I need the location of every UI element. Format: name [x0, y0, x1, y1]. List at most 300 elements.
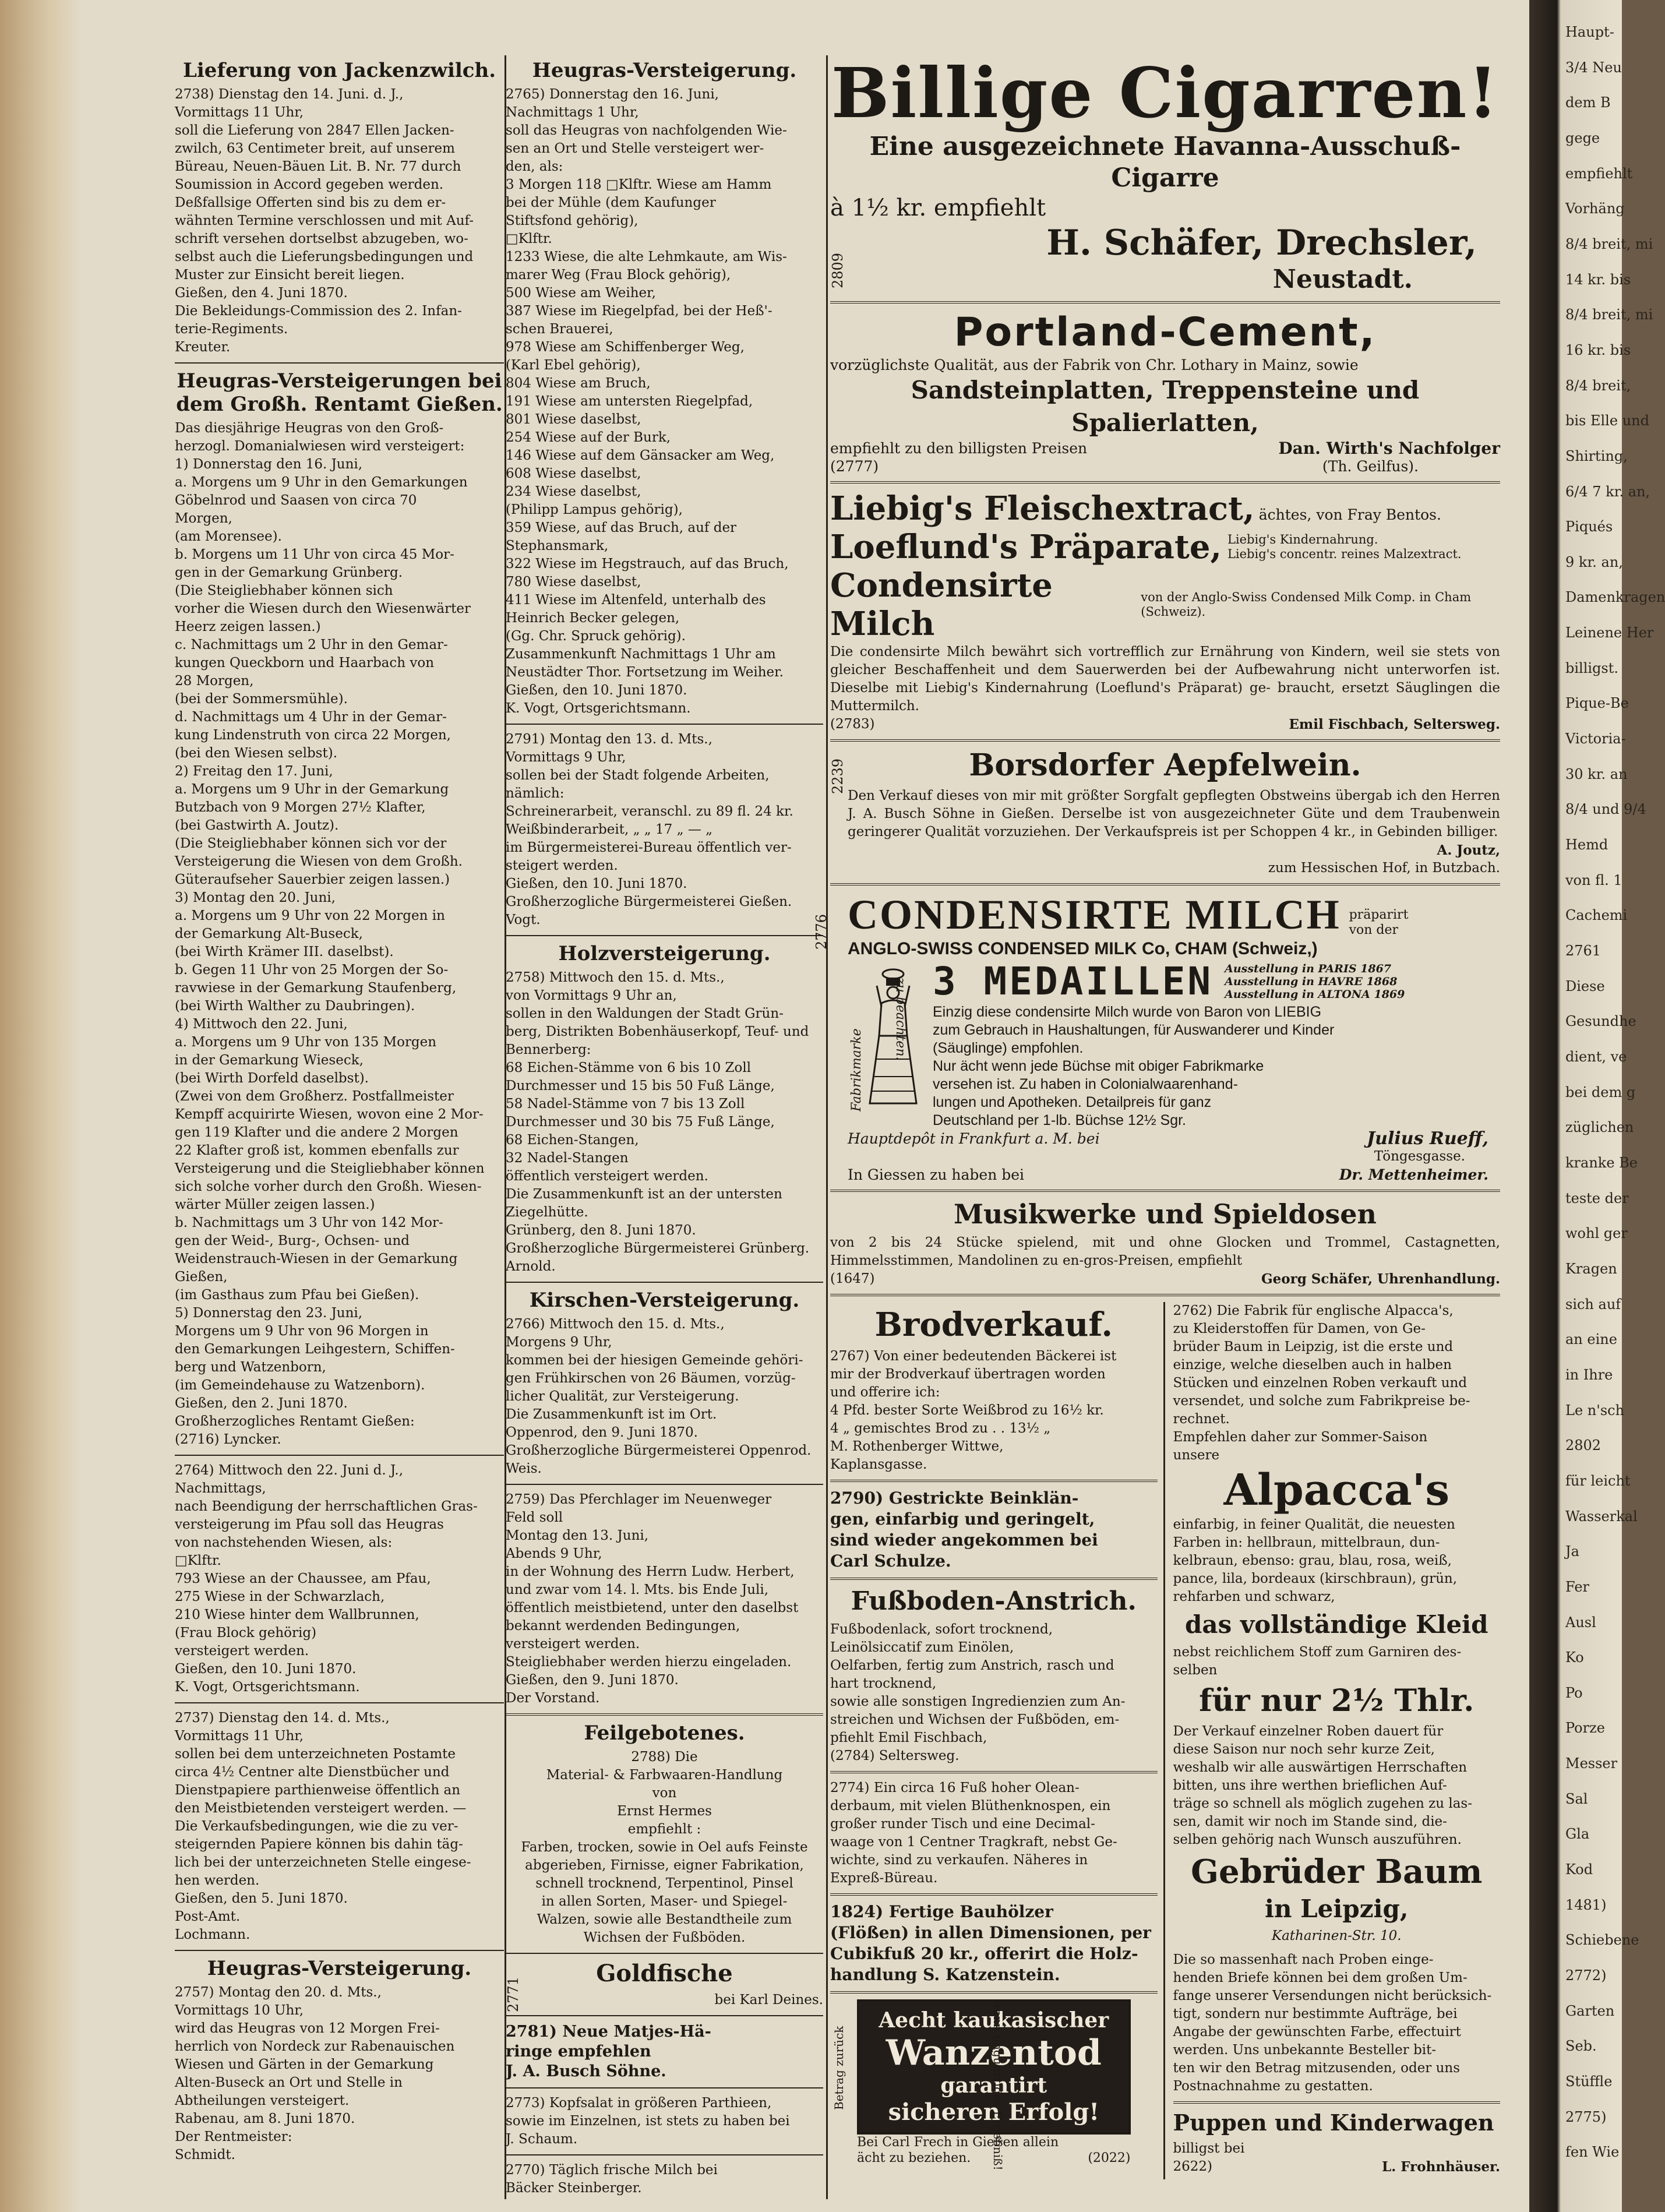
text-line: (bei Wirth Krämer III. daselbst). — [175, 944, 394, 959]
cigarren-title: Billige Cigarren! — [831, 52, 1500, 133]
cement-line: vorzüglichste Qualität, aus der Fabrik von Chr. Lothary in Mainz, sowie — [830, 357, 1359, 373]
fussboden-title: Fußboden-Anstrich. — [851, 1586, 1137, 1616]
text-line: soll das Heugras von nachfolgenden Wie- — [506, 123, 787, 138]
strip-fragment: Gla — [1565, 1826, 1590, 1843]
text-line: gen Frühkirschen von 26 Bäumen, vorzüg- — [506, 1371, 796, 1386]
ad-text — [1173, 1951, 1501, 2095]
text-line: (Philipp Lampus gehörig), — [506, 502, 683, 517]
text-line: (Flößen) in allen Dimensionen, per — [830, 1923, 1151, 1942]
divider — [175, 1702, 504, 1703]
text-line: versteigert werden. — [175, 1643, 309, 1659]
wanzen-foot: ächt zu beziehen. — [857, 2151, 971, 2165]
text-line: (Zwei von dem Großherz. Postfallmeister — [175, 1089, 454, 1104]
strip-fragment: Ausl — [1565, 1614, 1596, 1631]
text-line: ringe empfehlen — [506, 2042, 651, 2061]
text-line: 608 Wiese daselbst, — [506, 466, 641, 481]
heading: Kirschen-Versteigerung. — [529, 1289, 800, 1312]
cigarren-place: Neustadt. — [1272, 264, 1413, 294]
text-line: Gießen, den 10. Juni 1870. — [175, 1661, 357, 1677]
text-line: ravwiese in der Gemarkung Staufenberg, — [175, 980, 457, 996]
ad-arbeiten — [506, 731, 823, 929]
ad-beinklaengen — [830, 1488, 1158, 1572]
alpacca-kleid: das vollständige Kleid — [1184, 1610, 1488, 1639]
strip-fragment: dem B — [1565, 94, 1611, 111]
strip-fragment: Pique-Be — [1565, 695, 1629, 712]
strip-fragment: 8/4 breit, mi — [1565, 235, 1653, 252]
apfelwein-sign: A. Joutz, — [1437, 842, 1500, 858]
heading: Goldfische — [596, 1960, 733, 1987]
text-line: 191 Wiese am untersten Riegelpfad, — [506, 394, 753, 409]
divider — [830, 301, 1500, 304]
ad-milch — [506, 2161, 823, 2197]
strip-fragment: Seb. — [1565, 2038, 1597, 2055]
text-line: 2765) Donnerstag den 16. Juni, — [506, 87, 719, 102]
text-line: (Frau Block gehörig) — [175, 1625, 317, 1641]
text-line: Grünberg, den 8. Juni 1870. — [506, 1223, 696, 1238]
text-line: J. A. Busch Söhne. — [506, 2062, 666, 2080]
text-line: (Gg. Chr. Spruck gehörig). — [506, 629, 686, 644]
alpacca-kleid-sub: selben — [1173, 1663, 1218, 1678]
ad-number: (2777) — [830, 458, 879, 475]
alpacca-price: für nur 2½ Thlr. — [1199, 1683, 1474, 1719]
strip-fragment: fen Wie — [1565, 2144, 1620, 2161]
text-line: a. Morgens um 9 Uhr von 135 Morgen — [175, 1035, 437, 1050]
text-line: Butzbach von 9 Morgen 27½ Klafter, — [175, 800, 426, 815]
liebig-product: Liebig's concentr. reines Malzextract. — [1227, 547, 1462, 561]
strip-fragment: Ja — [1565, 1543, 1579, 1560]
text-line: 2738) Dienstag den 14. Juni. d. J., — [175, 87, 404, 102]
text-line: Steigliebhaber werden hierzu eingeladen. — [506, 1654, 792, 1670]
text-line: Weis. — [506, 1461, 542, 1476]
text-line: (am Morensee). — [175, 529, 282, 544]
text-line: von — [652, 1786, 677, 1801]
text-line: ten wir den Betrag mitzusenden, oder uns — [1173, 2061, 1461, 2076]
ad-heugras-rabenau — [175, 1957, 504, 2164]
text-line: 32 Nadel-Stangen — [506, 1151, 629, 1166]
ad-condensirte-milch — [813, 891, 1500, 1184]
ad-oleander — [830, 1779, 1158, 1888]
divider — [506, 2154, 823, 2155]
text-line: rechnet. — [1173, 1412, 1230, 1427]
text-line: nämlich: — [506, 786, 565, 801]
strip-fragment: 8/4 breit, mi — [1565, 306, 1653, 323]
milch-text: versehen ist. Zu haben in Colonialwaarenhand- — [933, 1076, 1238, 1092]
text-line: Kempff acquirirte Wiesen, wovon eine 2 Mor- — [175, 1107, 484, 1122]
ad-wanzentod — [830, 1999, 1158, 2171]
text-line: Nachmittags 1 Uhr, — [506, 105, 639, 120]
musik-text: von 2 bis 24 Stücke spielend, mit und ohne Glocken und Trommel, Castagnetten, Himmelsstimmen, Mandolinen zu en-gros-Preisen, empfiehlt — [830, 1235, 1500, 1268]
text-line: berg, Distrikten Bobenhäuserkopf, Teuf- und — [506, 1024, 809, 1039]
text-line: öffentlich meistbietend, unter den daselbst — [506, 1600, 799, 1615]
text-line: weshalb wir alle auswärtigen Herrschaften — [1173, 1760, 1468, 1775]
text-line: 2770) Täglich frische Milch bei — [506, 2162, 718, 2178]
text-line: Ernst Hermes — [617, 1804, 712, 1819]
text-line: (im Gemeindehause zu Watzenborn). — [175, 1378, 425, 1393]
ad-heugras-pfau — [175, 1462, 504, 1696]
divider — [506, 2087, 823, 2088]
text-line: Abends 9 Uhr, — [506, 1546, 602, 1561]
ad-number: (2022) — [1088, 2151, 1131, 2165]
heading: Heugras-Versteigerungen bei dem Großh. Rentamt Gießen. — [176, 369, 503, 416]
strip-fragment: 9 kr. an, — [1565, 553, 1623, 570]
text-line: Die Bekleidungs-Commission des 2. Infan- — [175, 304, 462, 319]
text-line: Soumission in Accord gegeben werden. — [175, 177, 444, 192]
puppen-text: billigst bei — [1173, 2141, 1245, 2156]
ad-holzversteigerung — [506, 942, 823, 1276]
ad-text — [506, 731, 823, 929]
strip-fragment: Haupt- — [1565, 24, 1614, 40]
lower-left — [830, 1302, 1165, 2179]
text-line: K. Vogt, Ortsgerichtsmann. — [506, 701, 691, 716]
text-line: versendet, und solche zum Fabrikpreise be- — [1173, 1393, 1470, 1409]
text-line: schnell trocknend, Terpentinol, Pinsel — [535, 1876, 793, 1891]
text-line: tigt, sondern nur bestimmte Aufträge, bei — [1173, 2006, 1458, 2022]
text-line: träge so schnell als möglich zugehen zu las- — [1173, 1796, 1472, 1811]
text-line: in der Wohnung des Herrn Ludw. Herbert, — [506, 1564, 795, 1579]
strip-fragment: 8/4 breit, — [1565, 377, 1631, 394]
ad-text — [175, 1462, 504, 1696]
strip-fragment: an eine — [1565, 1331, 1617, 1348]
text-line: sowie alle sonstigen Ingredienzien zum An- — [830, 1694, 1126, 1709]
text-line: Gießen, den 2. Juni 1870. — [175, 1396, 348, 1411]
text-line: 2791) Montag den 13. d. Mts., — [506, 732, 712, 747]
text-line: Arnold. — [506, 1259, 556, 1274]
divider — [506, 724, 823, 725]
text-line: Weidenstrauch-Wiesen in der Gemarkung — [175, 1251, 458, 1266]
text-line: Gießen, — [175, 1269, 228, 1285]
text-line: Abtheilungen versteigert. — [175, 2093, 350, 2108]
strip-fragment: Sal — [1565, 1790, 1588, 1807]
text-line: versteigert werden. — [506, 1636, 640, 1652]
text-line: 4 Pfd. bester Sorte Weißbrod zu 16½ kr. — [830, 1403, 1104, 1418]
apfelwein-text: Den Verkauf dieses von mir mit größter Sorgfalt gepflegten Obstweins übergab ich den Herren J. A. Busch Söhne in Gießen. Derselbe ist von ausgezeichneter Güte und dem Traubenwein geringerer Qualität vorzuziehen. Der Verkaufspreis ist per Schoppen 4 kr., in Gebinden billiger. — [848, 788, 1500, 839]
ad-text — [830, 1488, 1158, 1572]
text-line: Morgens 9 Uhr, — [506, 1335, 612, 1350]
text-line: licher Qualität, zur Versteigerung. — [506, 1389, 739, 1404]
text-line: sollen bei dem unterzeichneten Postamte — [175, 1747, 456, 1762]
liebig-product: Liebig's Kindernahrung. — [1227, 532, 1378, 546]
text-line: sollen bei der Stadt folgende Arbeiten, — [506, 768, 770, 783]
text-line: Montag den 13. Juni, — [506, 1528, 649, 1543]
milch-depot: Hauptdepôt in Frankfurt a. M. bei — [848, 1130, 1100, 1147]
text-line: Empfehlen daher zur Sommer-Saison — [1173, 1430, 1428, 1445]
strip-fragment: 3/4 Neu — [1565, 59, 1622, 76]
ad-portland-cement — [830, 309, 1500, 475]
divider — [830, 739, 1500, 742]
strip-fragment: Schiebene — [1565, 1932, 1639, 1949]
text-line: Zusammenkunft Nachmittags 1 Uhr am — [506, 647, 776, 662]
strip-fragment: von fl. 1 — [1565, 872, 1622, 888]
text-line: Nachmittags, — [175, 1481, 266, 1496]
text-line: M. Rothenberger Wittwe, — [830, 1439, 1004, 1454]
alpacca-city: in Leipzig, — [1265, 1895, 1409, 1923]
text-line: Die so massenhaft nach Proben einge- — [1173, 1952, 1434, 1967]
text-line: herrlich von Nordeck zur Rabenauischen — [175, 2039, 455, 2054]
ad-text — [506, 2094, 823, 2149]
text-line: Gießen, den 9. Juni 1870. — [506, 1673, 679, 1688]
text-line: einfarbig, in feiner Qualität, die neuesten — [1173, 1517, 1455, 1532]
divider — [506, 935, 823, 936]
ad-number: 2622) — [1173, 2159, 1213, 2174]
text-line: den Gemarkungen Leihgestern, Schiffen- — [175, 1342, 455, 1357]
text-line: (bei Gastwirth A. Joutz). — [175, 818, 339, 833]
text-line: 2774) Ein circa 16 Fuß hoher Olean- — [830, 1780, 1080, 1795]
strip-fragment: Vorhäng — [1565, 200, 1625, 217]
wanzen-foot: Bei Carl Frech in Gießen allein — [857, 2135, 1059, 2150]
musik-sign: Georg Schäfer, Uhrenhandlung. — [1261, 1271, 1500, 1287]
ad-text — [1173, 1516, 1501, 1606]
text-line: Leinölsiccatif zum Einölen, — [830, 1640, 1014, 1655]
divider — [830, 883, 1500, 885]
milch-text: lungen und Apotheken. Detailpreis für ganz — [933, 1094, 1212, 1110]
text-line: Schmidt. — [175, 2147, 235, 2162]
strip-fragment: 2772) — [1565, 1967, 1607, 1984]
text-line: Gießen, den 10. Juni 1870. — [506, 876, 687, 891]
divider — [830, 481, 1500, 484]
text-line: 5) Donnerstag den 23. Juni, — [175, 1306, 363, 1321]
divider — [830, 1190, 1500, 1192]
text-line: 804 Wiese am Bruch, — [506, 376, 651, 391]
strip-fragment: bis Elle und — [1565, 412, 1649, 429]
text-line: gen, einfarbig und geringelt, — [830, 1509, 1095, 1529]
ad-text — [1173, 1723, 1501, 1849]
text-line: Angabe der gewünschten Farbe, effectuirt — [1173, 2024, 1461, 2040]
heading: Holzversteigerung. — [558, 942, 771, 965]
text-line: wird das Heugras von 12 Morgen Frei- — [175, 2021, 440, 2036]
text-line: den, als: — [506, 159, 563, 174]
ad-number: 2771 — [505, 1976, 521, 2012]
divider — [506, 1953, 823, 1954]
text-line: 234 Wiese daselbst, — [506, 484, 641, 499]
text-line: von nachstehenden Wiesen, als: — [175, 1535, 393, 1550]
text-line: 411 Wiese im Altenfeld, unterhalb des — [506, 592, 766, 608]
strip-fragment: dient, ve — [1565, 1049, 1627, 1066]
page-gutter — [0, 0, 82, 2212]
text-line: Durchmesser und 30 bis 75 Fuß Länge, — [506, 1114, 775, 1130]
strip-fragment: 14 kr. bis — [1565, 271, 1631, 288]
text-line: sind wieder angekommen bei — [830, 1530, 1098, 1550]
alpacca-street: Katharinen-Str. 10. — [1271, 1928, 1402, 1943]
text-line: marer Weg (Frau Block gehörig), — [506, 267, 731, 283]
strip-fragment: Garten — [1565, 2002, 1615, 2019]
text-line: 2758) Mittwoch den 15. d. Mts., — [506, 970, 725, 985]
ad-postamt — [175, 1709, 504, 1944]
text-line: Großherzogliche Bürgermeisterei Grünberg. — [506, 1241, 810, 1256]
text-line: 146 Wiese auf dem Gänsacker am Weg, — [506, 448, 775, 463]
text-line: Morgens um 9 Uhr von 96 Morgen in — [175, 1324, 429, 1339]
text-line: Wiesen und Gärten in der Gemarkung — [175, 2057, 434, 2072]
cigarren-name: H. Schäfer, Drechsler, — [1046, 223, 1477, 263]
text-line: vorher die Wiesen durch den Wiesenwärter — [175, 601, 471, 616]
text-line: 28 Morgen, — [175, 673, 254, 689]
text-line: gen der Weid-, Burg-, Ochsen- und — [175, 1233, 410, 1248]
text-line: empfiehlt : — [627, 1822, 701, 1837]
ad-brodverkauf — [830, 1306, 1158, 1474]
text-line: Vormittags 11 Uhr, — [175, 105, 304, 120]
text-line: Fußbodenlack, sofort trocknend, — [830, 1622, 1053, 1637]
text-line: Die Zusammenkunft ist im Ort. — [506, 1407, 717, 1422]
strip-fragment: Gesundhe — [1565, 1013, 1636, 1030]
strip-fragment: gege — [1565, 129, 1600, 146]
text-line: bekannt werdenden Bedingungen, — [506, 1618, 740, 1634]
text-line: 68 Eichen-Stämme von 6 bis 10 Zoll — [506, 1060, 752, 1075]
text-line: Material- & Farbwaaren-Handlung — [546, 1768, 783, 1783]
milch-text: zum Gebrauch in Haushaltungen, für Auswanderer und Kinder — [933, 1022, 1335, 1038]
puppen-sign: L. Frohnhäuser. — [1382, 2159, 1500, 2175]
text-line: den Meistbietenden versteigert werden. — — [175, 1801, 467, 1816]
text-line: Gießen, den 10. Juni 1870. — [506, 683, 687, 698]
strip-fragment: in Ihre — [1565, 1366, 1613, 1383]
text-line: 793 Wiese an der Chaussee, am Pfau, — [175, 1571, 431, 1586]
text-line: von Vormittags 9 Uhr an, — [506, 988, 677, 1003]
text-line: Lochmann. — [175, 1927, 251, 1942]
text-line: Gießen, den 4. Juni 1870. — [175, 285, 348, 301]
text-line: 2790) Gestrickte Beinklän- — [830, 1488, 1079, 1508]
text-line: wichte, sind zu verkaufen. Näheres in — [830, 1853, 1088, 1868]
text-line: Das diesjährige Heugras von den Groß- — [175, 421, 444, 436]
text-line: kelbraun, ebenso: grau, blau, rosa, weiß, — [1173, 1553, 1452, 1568]
ad-text — [506, 1748, 823, 1947]
text-line: 2757) Montag den 20. d. Mts., — [175, 1985, 382, 2000]
text-line: 2781) Neue Matjes-Hä- — [506, 2023, 711, 2041]
text-line: Stiftsfond gehörig), — [506, 213, 639, 228]
text-line: (2716) Lyncker. — [175, 1432, 281, 1447]
adjacent-page-strip — [1529, 0, 1665, 2212]
text-line: Der Vorstand. — [506, 1691, 600, 1706]
strip-fragment: billigst. — [1565, 659, 1619, 676]
text-line: streichen und Wichsen der Fußböden, em- — [830, 1712, 1120, 1727]
text-line: Versteigerung und die Steigliebhaber können — [175, 1161, 485, 1176]
ad-jackenzwilch — [175, 59, 504, 357]
text-line: b. Nachmittags um 3 Uhr von 142 Mor- — [175, 1215, 443, 1230]
alpacca-title: Alpacca's — [1223, 1465, 1450, 1515]
text-line: 2788) Die — [631, 1749, 698, 1765]
text-line: circa 4½ Centner alte Dienstbücher und — [175, 1765, 450, 1780]
strip-fragment: 2802 — [1565, 1437, 1601, 1454]
strip-fragment: Piqués — [1565, 518, 1613, 535]
strip-fragment: sich auf — [1565, 1296, 1621, 1313]
ad-liebig — [830, 489, 1500, 733]
milch-text: Deutschland per 1-lb. Büchse 12½ Sgr. — [933, 1112, 1186, 1128]
ad-kirschen — [506, 1289, 823, 1478]
strip-fragment: 1481) — [1565, 1896, 1607, 1913]
text-line: 1) Donnerstag den 16. Juni, — [175, 457, 363, 472]
text-line: selben gehörig nach Wunsch auszuführen. — [1173, 1832, 1462, 1847]
strip-fragment: 2761 — [1565, 943, 1601, 959]
text-line: steigernden Papiere können bis dahin täg- — [175, 1837, 463, 1852]
text-line: Feld soll — [506, 1510, 563, 1525]
text-line: im Bürgermeisterei-Bureau öffentlich ver- — [506, 840, 792, 855]
lower-columns — [830, 1302, 1500, 2179]
exhibition: Ausstellung in ALTONA 1869 — [1225, 988, 1405, 1001]
column-rule — [826, 55, 828, 2199]
text-line: in allen Sorten, Maser- und Spiegel- — [541, 1894, 788, 1909]
text-line: 22 Klafter groß ist, kommen ebenfalls zur — [175, 1143, 459, 1158]
ad-heugras-16-juni — [506, 59, 823, 718]
text-line: handlung S. Katzenstein. — [830, 1965, 1060, 1984]
wanzen-line: Aecht kaukasischer — [879, 2008, 1109, 2033]
milch-text: Nur ächt wenn jede Büchse mit obiger Fabrikmarke — [933, 1058, 1264, 1074]
apfelwein-title: Borsdorfer Aepfelwein. — [969, 747, 1361, 783]
text-line: (im Gasthaus zum Pfau bei Gießen). — [175, 1287, 419, 1303]
ad-text — [506, 1491, 823, 1707]
text-line: 387 Wiese im Riegelpfad, bei der Heß'- — [506, 304, 772, 319]
divider — [506, 1484, 823, 1485]
text-line: b. Morgens um 11 Uhr von circa 45 Mor- — [175, 547, 454, 562]
text-line: werden. Uns unbekannte Besteller bit- — [1173, 2042, 1437, 2058]
text-line: 4 „ gemischtes Brod zu . . 13½ „ — [830, 1421, 1051, 1436]
text-line: versteigerung im Pfau soll das Heugras — [175, 1517, 444, 1532]
text-line: c. Nachmittags um 2 Uhr in den Gemar- — [175, 637, 448, 652]
text-line: b. Gegen 11 Uhr von 25 Morgen der So- — [175, 962, 449, 978]
text-line: Deßfallsige Offerten sind bis zu dem er- — [175, 195, 446, 210]
milch-headline: CONDENSIRTE MILCH — [848, 891, 1341, 938]
cement-text: empfiehlt zu den billigsten Preisen — [830, 440, 1088, 457]
text-line: Großherzogliche Bürgermeisterei Oppenrod. — [506, 1443, 812, 1458]
strip-fragment: Diese — [1565, 978, 1605, 994]
divider — [175, 1455, 504, 1456]
ad-hermes — [506, 1721, 823, 1947]
exhibition: Ausstellung in HAVRE 1868 — [1225, 975, 1398, 988]
heading: Heugras-Versteigerung. — [532, 59, 797, 82]
divider — [830, 1578, 1158, 1580]
text-line: sowie im Einzelnen, ist stets zu haben bei — [506, 2114, 790, 2129]
text-line: Bäcker Steinberger. — [506, 2181, 642, 2196]
text-line: kung Lindenstruth von circa 22 Morgen, — [175, 728, 451, 743]
trademark-note: zu beachten. — [893, 978, 908, 1061]
text-line: (Die Steigliebhaber können sich — [175, 583, 393, 598]
ad-text — [506, 2022, 823, 2082]
text-line: Güteraufseher Sauerbier zeigen lassen.) — [175, 872, 450, 887]
ad-text — [506, 86, 823, 718]
text-line: 2737) Dienstag den 14. d. Mts., — [175, 1710, 390, 1726]
strip-fragment: Kod — [1565, 1861, 1593, 1878]
text-line: 2) Freitag den 17. Juni, — [175, 764, 333, 779]
text-line: der Gemarkung Alt-Buseck, — [175, 926, 363, 941]
text-line: Schreinerarbeit, veranschl. zu 89 fl. 24 kr. — [506, 804, 793, 819]
text-line: 1233 Wiese, die alte Lehmkaute, am Wis- — [506, 249, 787, 264]
ad-bauhoelzer — [830, 1901, 1158, 1985]
alpacca-firm: Gebrüder Baum — [1191, 1853, 1483, 1891]
text-line: Weißbinderarbeit, „ „ 17 „ — „ — [506, 822, 713, 837]
text-line: einzige, welche dieselben auch in halben — [1173, 1357, 1452, 1373]
text-line: a. Morgens um 9 Uhr von 22 Morgen in — [175, 908, 445, 923]
cement-firm: Dan. Wirth's Nachfolger — [1278, 439, 1500, 458]
text-line: bei der Mühle (dem Kaufunger — [506, 195, 716, 210]
text-line: fange unserer Versendungen nicht berücksich- — [1173, 1988, 1492, 2003]
strip-fragment: Kragen — [1565, 1260, 1617, 1277]
text-line: 322 Wiese im Hegstrauch, auf das Bruch, — [506, 556, 789, 571]
text-line: zu Kleiderstoffen für Damen, von Ge- — [1173, 1321, 1426, 1336]
text-line: 58 Nadel-Stämme von 7 bis 13 Zoll — [506, 1096, 745, 1112]
text-line: (bei Wirth Walther zu Daubringen). — [175, 999, 415, 1014]
text-line: a. Morgens um 9 Uhr in der Gemarkung — [175, 782, 449, 797]
text-line: Gießen, den 5. Juni 1870. — [175, 1891, 348, 1906]
milch-praep: präparirt von der — [1349, 908, 1409, 937]
ad-pferchlager — [506, 1491, 823, 1707]
text-line: 2773) Kopfsalat in größeren Parthieen, — [506, 2095, 772, 2111]
text-line: gen in der Gemarkung Grünberg. — [175, 565, 403, 580]
strip-fragment: 2775) — [1565, 2108, 1607, 2125]
text-line: sen, damit wir noch im Stande sind, die- — [1173, 1814, 1447, 1829]
text-line: (bei der Sommersmühle). — [175, 692, 348, 707]
ad-heugras-rentamt — [175, 369, 504, 1449]
text-line: Cubikfuß 20 kr., offerirt die Holz- — [830, 1944, 1138, 1963]
text-line: (Die Steigliebhaber können sich vor der — [175, 836, 447, 851]
ad-text — [830, 1779, 1158, 1888]
text-line: 4) Mittwoch den 22. Juni, — [175, 1017, 348, 1032]
divider — [175, 362, 504, 364]
